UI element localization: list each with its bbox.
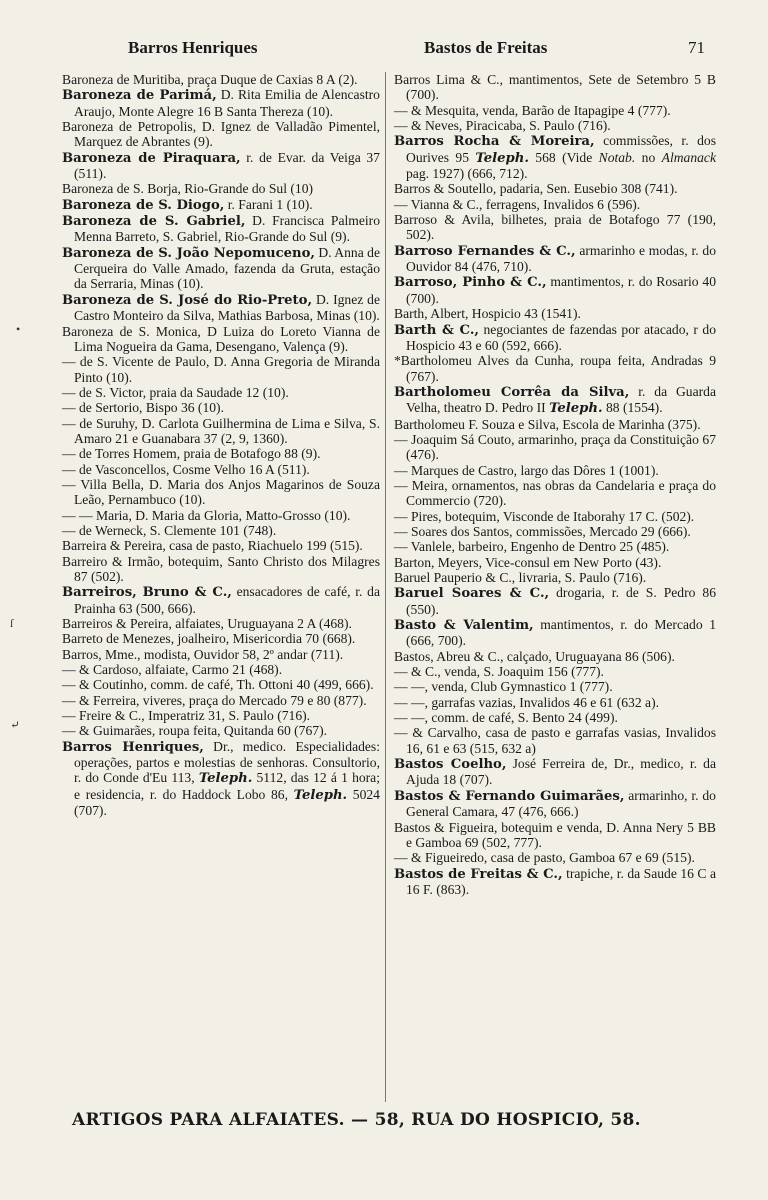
- directory-entry: *Bartholomeu Alves da Cunha, roupa feita, Andradas 9 (767).: [394, 353, 716, 384]
- directory-entry: Baroneza de Muritiba, praça Duque de Caxias 8 A (2).: [62, 72, 358, 87]
- directory-entry: Basto & Valentim, mantimentos, r. do Mercado 1 (666, 700).: [394, 617, 716, 649]
- directory-entry: — Villa Bella, D. Maria dos Anjos Magarinos de Souza Leão, Pernambuco (10).: [62, 476, 380, 508]
- directory-entry: — —, venda, Club Gymnastico 1 (777).: [394, 679, 613, 695]
- directory-entry: Barreiros & Pereira, alfaiates, Uruguayana 2 A (468).: [62, 616, 352, 632]
- directory-entry: — & Guimarães, roupa feita, Quitanda 60 (767).: [62, 723, 327, 739]
- directory-entry: Bartholomeu F. Souza e Silva, Escola de Marinha (375).: [394, 416, 701, 432]
- directory-entry: — de Vasconcellos, Cosme Velho 16 A (511).: [62, 461, 310, 477]
- directory-entry: — & Carvalho, casa de pasto e garrafas vasias, Invalidos 16, 61 e 63 (515, 632 a): [394, 725, 716, 756]
- directory-entry: Baroneza de Piraquara, r. de Evar. da Veiga 37 (511).: [62, 149, 380, 182]
- directory-entry: — & Figueiredo, casa de pasto, Gamboa 67 e 69 (515).: [394, 850, 695, 866]
- directory-entry: Barros, Mme., modista, Ouvidor 58, 2º andar (711).: [62, 646, 344, 662]
- directory-entry: Baroneza de S. João Nepomuceno, D. Anna de Cerqueira do Valle Amado, fazenda da Gruta, estação da Serraria, Minas (10).: [62, 244, 380, 292]
- directory-entry: Bastos & Figueira, botequim e venda, D. Anna Nery 5 BB e Gamboa 69 (502, 777).: [394, 819, 716, 850]
- directory-entry: Baruel Pauperio & C., livraria, S. Paulo (716).: [394, 570, 647, 585]
- directory-entry: — de Torres Homem, praia de Botafogo 88 (9).: [62, 446, 321, 462]
- directory-entry: Bastos de Freitas & C., trapiche, r. da Saude 16 C a 16 F. (863).: [394, 865, 716, 897]
- margin-mark: ſ: [10, 616, 14, 630]
- directory-entry: — & Neves, Piracicaba, S. Paulo (716).: [394, 118, 611, 134]
- directory-entry: Barroso, Pinho & C., mantimentos, r. do Rosario 40 (700).: [394, 274, 716, 306]
- directory-entry: — de S. Vicente de Paulo, D. Anna Gregoria de Miranda Pinto (10).: [62, 354, 380, 385]
- directory-entry: — & Cardoso, alfaiate, Carmo 21 (468).: [62, 662, 283, 678]
- directory-entry: — Freire & C., Imperatriz 31, S. Paulo (716).: [62, 708, 311, 724]
- margin-mark: •: [16, 322, 21, 336]
- directory-entry: — de Suruhy, D. Carlota Guilhermina de Lima e Silva, S. Amaro 21 e Guanabara 37 (2, 9, 1360).: [62, 415, 380, 446]
- directory-entry: Bastos, Abreu & C., calçado, Uruguayana 86 (506).: [394, 648, 675, 664]
- right-column: [394, 72, 716, 897]
- directory-entry: — Vianna & C., ferragens, Invalidos 6 (596).: [394, 196, 641, 212]
- directory-entry: Barros Henriques, Dr., medico. Especialidades: operações, partos e molestias de senhoras. Consultorio, r. do Conde d'Eu 113, Teleph. 5112, das 12 á 1 hora; e residencia, r. do Haddock Lobo 86, Teleph. 5024 (707).: [62, 738, 380, 819]
- directory-entry: Baroneza de S. Monica, D Luiza do Loreto Vianna de Lima Nogueira da Gama, Desengano, Valença (9).: [62, 323, 380, 354]
- directory-entry: — —, comm. de café, S. Bento 24 (499).: [394, 710, 618, 726]
- directory-entry: Barton, Meyers, Vice-consul em New Porto (43).: [394, 554, 662, 570]
- directory-entry: — Vanlele, barbeiro, Engenho de Dentro 25 (485).: [394, 539, 670, 555]
- directory-entry: — & Ferreira, viveres, praça do Mercado 79 e 80 (877).: [62, 692, 367, 708]
- margin-mark: ⤶: [10, 718, 21, 732]
- directory-entry: Barreiros, Bruno & C., ensacadores de café, r. da Prainha 63 (500, 666).: [62, 584, 380, 616]
- directory-entry: Barroso Fernandes & C., armarinho e modas, r. do Ouvidor 84 (476, 710).: [394, 242, 717, 275]
- directory-entry: Baroneza de Parimá, D. Rita Emilia de Alencastro Araujo, Monte Alegre 16 B Santa Thereza (10).: [62, 87, 380, 119]
- directory-entry: Bastos Coelho, José Ferreira de, Dr., medico, r. da Ajuda 18 (707).: [394, 756, 716, 788]
- directory-entry: — de S. Victor, praia da Saudade 12 (10).: [62, 384, 289, 400]
- directory-entry: — Soares dos Santos, commissões, Mercado 29 (666).: [394, 523, 691, 539]
- directory-entry: — Marques de Castro, largo das Dôres 1 (1001).: [394, 462, 659, 478]
- directory-entry: Barth & C., negociantes de fazendas por atacado, r do Hospicio 43 e 60 (592, 666).: [394, 321, 716, 353]
- directory-entry: Barros Rocha & Moreira, commissões, r. dos Ourives 95 Teleph. 568 (Vide Notab. no Almanack pag. 1927) (666, 712).: [394, 133, 716, 182]
- left-column: [62, 72, 380, 819]
- directory-entry: Barreiro & Irmão, botequim, Santo Christo dos Milagres 87 (502).: [62, 553, 380, 584]
- directory-entry: — & Coutinho, comm. de café, Th. Ottoni 40 (499, 666).: [62, 677, 374, 693]
- footer-advert: ARTIGOS PARA ALFAIATES. — 58, RUA DO HOSPICIO, 58.: [72, 1110, 641, 1130]
- running-header-left: Barros Henriques: [128, 38, 258, 57]
- column-divider: [385, 72, 386, 1102]
- directory-entry: — de Sertorio, Bispo 36 (10).: [62, 400, 224, 416]
- directory-entry: Baruel Soares & C., drogaria, r. de S. Pedro 86 (550).: [394, 585, 716, 617]
- directory-entry: Baroneza de S. José do Rio-Preto, D. Ignez de Castro Monteiro da Silva, Mathias Barbosa, Minas (10).: [62, 291, 380, 324]
- directory-entry: — Pires, botequim, Visconde de Itaborahy 17 C. (502).: [394, 508, 695, 524]
- directory-entry: — & Mesquita, venda, Barão de Itapagipe 4 (777).: [394, 102, 671, 118]
- directory-entry: Baroneza de Petropolis, D. Ignez de Valladão Pimentel, Marquez de Abrantes (9).: [62, 119, 380, 150]
- directory-entry: Barreto de Menezes, joalheiro, Misericordia 70 (668).: [62, 631, 356, 647]
- running-header-right: Bastos de Freitas: [424, 38, 548, 57]
- directory-entry: Barreira & Pereira, casa de pasto, Riachuelo 199 (515).: [62, 538, 363, 554]
- directory-entry: Bastos & Fernando Guimarães, armarinho, r. do General Camara, 47 (476, 666.): [394, 787, 716, 820]
- page-number: 71: [688, 38, 705, 57]
- directory-entry: — —, garrafas vazias, Invalidos 46 e 61 (632 a).: [394, 694, 659, 710]
- directory-entry: — Meira, ornamentos, nas obras da Candelaria e praça do Commercio (720).: [394, 477, 716, 509]
- directory-entry: Barroso & Avila, bilhetes, praia de Botafogo 77 (190, 502).: [394, 212, 716, 243]
- directory-entry: Barth, Albert, Hospicio 43 (1541).: [394, 306, 581, 322]
- directory-entry: Bartholomeu Corrêa da Silva, r. da Guarda Velha, theatro D. Pedro II Teleph. 88 (1554).: [394, 383, 716, 417]
- directory-entry: — & C., venda, S. Joaquim 156 (777).: [394, 664, 604, 680]
- directory-entry: — Joaquim Sá Couto, armarinho, praça da Constituição 67 (476).: [394, 431, 716, 463]
- directory-entry: Baroneza de S. Borja, Rio-Grande do Sul (10): [62, 181, 314, 197]
- directory-entry: — — Maria, D. Maria da Gloria, Matto-Grosso (10).: [62, 507, 351, 523]
- directory-entry: Barros Lima & C., mantimentos, Sete de Setembro 5 B (700).: [394, 72, 716, 103]
- directory-entry: Barros & Soutello, padaria, Sen. Eusebio 308 (741).: [394, 181, 678, 197]
- directory-entry: Baroneza de S. Diogo, r. Farani 1 (10).: [62, 196, 313, 213]
- directory-entry: — de Werneck, S. Clemente 101 (748).: [62, 522, 277, 538]
- directory-entry: Baroneza de S. Gabriel, D. Francisca Palmeiro Menna Barreto, S. Gabriel, Rio-Grande do Sul (9).: [62, 213, 380, 245]
